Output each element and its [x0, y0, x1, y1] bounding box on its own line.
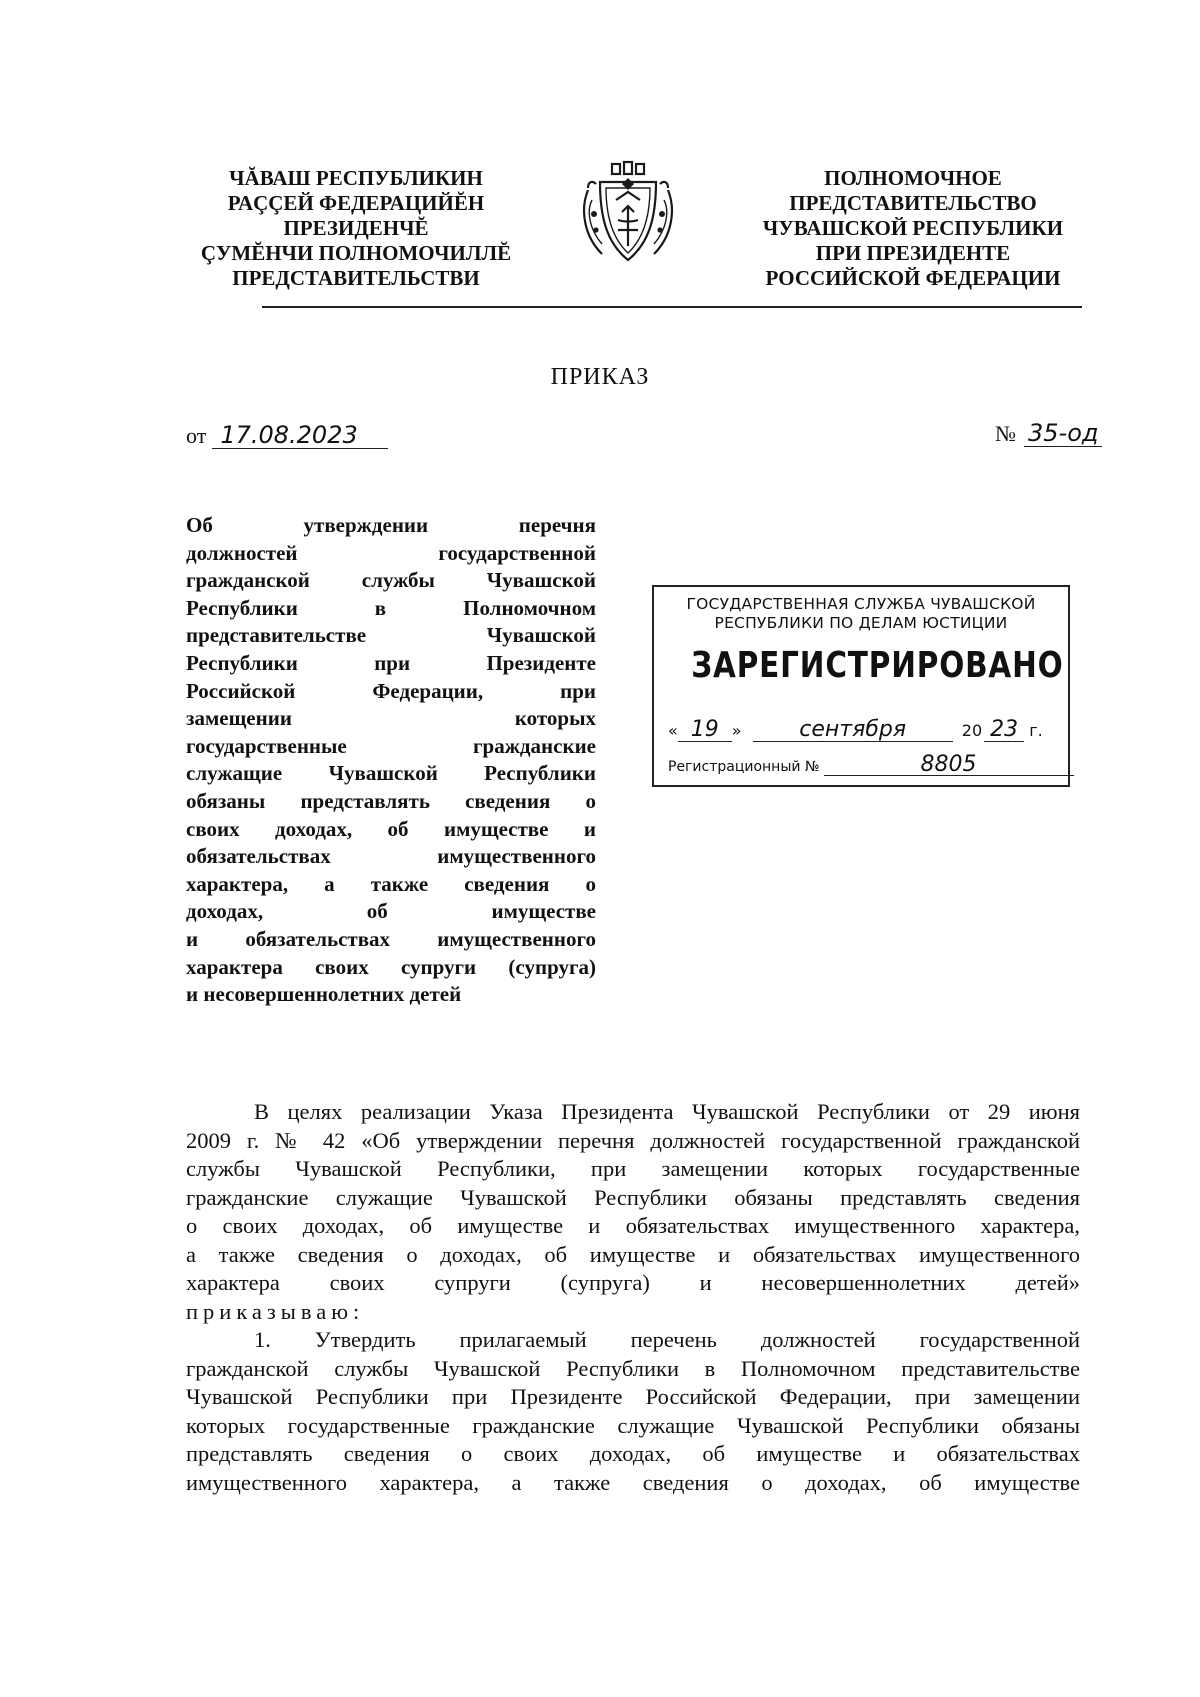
number-label: №: [995, 421, 1016, 446]
subject-line: Российской Федерации, при: [186, 678, 596, 703]
subject-line: характера своих супруги (супруга): [186, 954, 596, 979]
header-left-line: ПРЕДСТАВИТЕЛЬСТВИ: [232, 266, 480, 290]
stamp-registration-number: [668, 752, 1074, 777]
stamp-day-handwritten: 19: [678, 719, 732, 742]
header-right-line: ПРЕДСТАВИТЕЛЬСТВО: [789, 191, 1037, 215]
subject-line: своих доходах, об имуществе и: [186, 816, 596, 841]
subject-line: характера, а также сведения о: [186, 871, 596, 896]
body-line: характера своих супруги (супруга) и несовершеннолетних детей»: [186, 1270, 1080, 1295]
subject-line: и обязательствах имущественного: [186, 926, 596, 951]
header-left-chuvash: [186, 166, 526, 291]
subject-line: представительстве Чувашской: [186, 623, 596, 648]
subject-line: обязаны представлять сведения о: [186, 788, 596, 813]
stamp-month-handwritten: сентября: [753, 719, 953, 742]
stamp-year-unit: г.: [1029, 721, 1043, 740]
body-line: службы Чувашской Республики, при замещении которых государственные: [186, 1156, 1080, 1181]
date-label: от: [186, 423, 207, 448]
body-line: гражданской службы Чувашской Республики в Полномочном представительстве: [186, 1355, 1080, 1381]
body-line: 2009 г. № 42 «Об утверждении перечня должностей государственной гражданской: [186, 1127, 1080, 1153]
stamp-reg-label: Регистрационный №: [668, 759, 820, 775]
stamp-org-line: ГОСУДАРСТВЕННАЯ СЛУЖБА ЧУВАШСКОЙ: [686, 595, 1036, 613]
body-line: гражданские служащие Чувашской Республики обязаны представлять сведения: [186, 1184, 1080, 1210]
header-right-russian: [748, 166, 1078, 291]
order-date: [186, 422, 388, 449]
order-number: [995, 420, 1102, 447]
header-right-line: ПРИ ПРЕЗИДЕНТЕ: [815, 241, 1011, 265]
header-left-line: ПРЕЗИДЕНЧĔ: [283, 216, 429, 240]
header-left-line: РАÇÇЕЙ ФЕДЕРАЦИЙĔН: [227, 191, 485, 215]
subject-line: и несовершеннолетних детей: [186, 982, 462, 1007]
stamp-org-line: РЕСПУБЛИКИ ПО ДЕЛАМ ЮСТИЦИИ: [714, 614, 1008, 632]
header-left-line: ÇУМĔНЧИ ПОЛНОМОЧИЛЛĔ: [200, 241, 512, 265]
header-right-line: ПОЛНОМОЧНОЕ: [824, 166, 1002, 190]
body-line: приказываю:: [186, 1298, 365, 1324]
header-right-line: ЧУВАШСКОЙ РЕСПУБЛИКИ: [762, 216, 1064, 240]
stamp-year-prefix: 20: [961, 721, 983, 740]
stamp-reg-number-handwritten: 8805: [824, 755, 1074, 776]
body-line: которых государственные гражданские служащие Чувашской Республики обязаны: [186, 1412, 1080, 1438]
header-right-line: РОССИЙСКОЙ ФЕДЕРАЦИИ: [765, 266, 1061, 290]
subject-line: служащие Чувашской Республики: [186, 761, 596, 786]
subject-line: замещении которых: [186, 706, 596, 731]
stamp-organization: [654, 595, 1068, 633]
body-line: В целях реализации Указа Президента Чувашской Республики от 29 июня: [254, 1099, 1080, 1124]
body-line: 1. Утвердить прилагаемый перечень должностей государственной: [254, 1327, 1080, 1352]
subject-line: обязательствах имущественного: [186, 844, 596, 869]
header-divider: [262, 306, 1082, 308]
body-line: а также сведения о доходах, об имуществе и обязательствах имущественного: [186, 1241, 1080, 1267]
number-handwritten: 35-од: [1024, 420, 1102, 447]
body-line: имущественного характера, а также сведения о доходах, об имуществе: [186, 1469, 1080, 1495]
subject-line: Республики при Президенте: [186, 650, 596, 675]
subject-line: Республики в Полномочном: [186, 595, 596, 620]
body-line: о своих доходах, об имуществе и обязательствах имущественного характера,: [186, 1213, 1080, 1238]
stamp-registered: ЗАРЕГИСТРИРОВАНО: [691, 645, 1064, 686]
header-left-line: ЧĂВАШ РЕСПУБЛИКИН: [229, 166, 483, 190]
subject-line: государственные гражданские: [186, 733, 596, 758]
body-line: представлять сведения о своих доходах, об имуществе и обязательствах: [186, 1441, 1080, 1466]
date-handwritten: 17.08.2023: [212, 422, 388, 449]
stamp-year-handwritten: 23: [984, 719, 1024, 742]
order-body: [186, 1098, 1080, 1497]
subject-line: доходах, об имуществе: [186, 899, 596, 924]
chuvash-coat-of-arms-icon: [578, 160, 678, 272]
subject-line: должностей государственной: [186, 540, 596, 565]
document-title: ПРИКАЗ: [550, 364, 650, 390]
registration-stamp: [652, 585, 1070, 787]
stamp-quote-open: «: [668, 721, 678, 740]
body-line: Чувашской Республики при Президенте Российской Федерации, при замещении: [186, 1384, 1080, 1409]
stamp-date: [668, 719, 1043, 742]
subject-line: гражданской службы Чувашской: [186, 568, 596, 593]
stamp-quote-close: »: [731, 721, 742, 740]
order-subject: [186, 512, 596, 1009]
subject-line: Об утверждении перечня: [186, 513, 596, 537]
